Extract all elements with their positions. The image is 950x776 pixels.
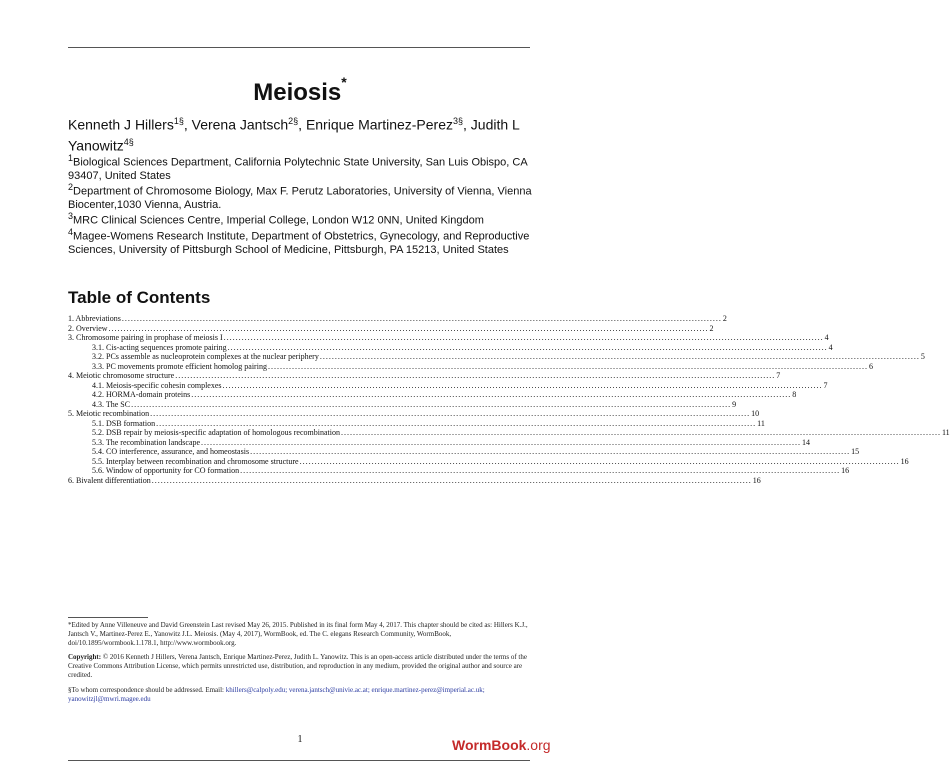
toc-entry-label: 4.1. Meiosis-specific cohesin complexes xyxy=(92,380,222,390)
toc-entry-page: 4 xyxy=(828,342,833,352)
footnote-edited: *Edited by Anne Villeneuve and David Greenstein Last revised May 26, 2015. Published in its final form May 4, 2017. This chapter should be cited as: Hillers K.J., Jantsch V., Martinez-Perez E., Yanowitz J.L. Meiosis. (May 4, 2017), WormBook, ed. The C. elegans Research Community, WormBook, doi/10.1895/wormbook.1.178.1, http://www.wormbook.org. xyxy=(68,621,528,647)
toc-leader-dots: ........................................................................................................................................................................................................ xyxy=(131,399,732,409)
title-footnote-mark: * xyxy=(341,74,347,90)
toc-entry-page: 9 xyxy=(732,399,737,409)
author-list: Kenneth J Hillers$^{1\S}$, Verena Jantsch$^{2\S}$, Enrique Martinez-Perez$^{3\S}$, Judith L Yanowitz$^{4\S}$ xyxy=(68,116,520,154)
toc-entry[interactable] xyxy=(68,323,714,334)
toc-entry-page: 6 xyxy=(868,361,873,371)
toc-entry-label: 4.3. The SC xyxy=(92,399,131,409)
toc-leader-dots: ........................................................................................................................................................................................................ xyxy=(340,428,941,437)
toc-entry-page: 4 xyxy=(824,333,829,342)
toc-entry-label: 5.2. DSB repair by meiosis-specific adaptation of homologous recombination xyxy=(92,428,340,437)
author-4: Judith L Yanowitz xyxy=(68,116,520,154)
footnote-rule xyxy=(68,617,148,618)
toc-leader-dots: ........................................................................................................................................................................................................ xyxy=(175,371,776,380)
toc-entry[interactable] xyxy=(68,380,828,391)
toc-leader-dots: ........................................................................................................................................................................................................ xyxy=(156,418,757,428)
author-1-sup: 1§ xyxy=(173,116,184,126)
toc-entry-page: 16 xyxy=(841,466,850,475)
toc-leader-dots: ........................................................................................................................................................................................................ xyxy=(151,475,752,485)
toc-entry-page: 16 xyxy=(900,456,909,466)
toc-entry-page: 10 xyxy=(751,409,760,418)
toc-entry-label: 3.2. PCs assemble as nucleoprotein complexes at the nuclear periphery xyxy=(92,352,319,361)
toc-entry-page: 7 xyxy=(776,371,781,380)
page-number: 1 xyxy=(297,734,303,745)
top-rule xyxy=(68,47,530,48)
toc-entry[interactable] xyxy=(68,371,781,381)
toc-entry-label: 4. Meiotic chromosome structure xyxy=(68,371,175,380)
wormbook-logo[interactable]: WormBook.org xyxy=(452,737,551,753)
toc-entry-label: 3. Chromosome pairing in prophase of meiosis I xyxy=(68,333,223,342)
author-3-sup: 3§ xyxy=(453,116,464,126)
toc-leader-dots: ........................................................................................................................................................................................................ xyxy=(108,323,709,333)
toc-leader-dots: ........................................................................................................................................................................................................ xyxy=(191,390,792,399)
toc-entry-page: 7 xyxy=(823,380,828,390)
toc-entry-label: 6. Bivalent differentiation xyxy=(68,475,151,485)
toc-entry-label: 4.2. HORMA-domain proteins xyxy=(92,390,191,399)
author-1: Kenneth J Hillers xyxy=(68,116,174,133)
toc-entry[interactable] xyxy=(68,399,737,410)
affiliation-2: $^2$Department of Chromosome Biology, Max F. Perutz Laboratories, University of Vienna, Vienna Biocenter,1030 Vienna, Austria. xyxy=(68,182,532,212)
toc-leader-dots: ........................................................................................................................................................................................................ xyxy=(227,342,828,352)
affiliation-1: $^1$Biological Sciences Department, California Polytechnic State University, San Luis Obispo, CA 93407, United States xyxy=(68,153,528,183)
correspondence-emails-link[interactable]: khillers@calpoly.edu; verena.jantsch@univie.ac.at; enrique.martinez-perez@imperial.ac.uk; yanowitzjl@mwri.magee.edu xyxy=(68,686,485,703)
toc-entry-label: 5.6. Window of opportunity for CO formation xyxy=(92,466,240,475)
toc-entry[interactable] xyxy=(68,314,727,324)
toc-leader-dots: ........................................................................................................................................................................................................ xyxy=(299,456,900,466)
author-4-sup: 4§ xyxy=(123,136,134,147)
toc-entry[interactable] xyxy=(68,409,760,419)
toc-entry[interactable] xyxy=(68,418,765,429)
toc-entry[interactable] xyxy=(68,352,925,362)
toc-entry-label: 3.1. Cis-acting sequences promote pairing xyxy=(92,342,227,352)
table-of-contents xyxy=(68,314,950,485)
author-2-sup: 2§ xyxy=(288,116,299,126)
toc-heading: Table of Contents xyxy=(68,288,211,307)
toc-entry-page: 5 xyxy=(920,352,925,361)
toc-entry[interactable] xyxy=(68,447,860,457)
toc-entry[interactable] xyxy=(68,437,811,448)
toc-entry-page: 2 xyxy=(709,323,714,333)
toc-leader-dots: ........................................................................................................................................................................................................ xyxy=(240,466,841,475)
toc-leader-dots: ........................................................................................................................................................................................................ xyxy=(319,352,920,361)
toc-entry-page: 16 xyxy=(752,475,761,485)
toc-entry-page: 15 xyxy=(851,447,860,456)
toc-leader-dots: ........................................................................................................................................................................................................ xyxy=(222,380,823,390)
toc-entry[interactable] xyxy=(68,342,833,353)
toc-leader-dots: ........................................................................................................................................................................................................ xyxy=(267,361,868,371)
toc-leader-dots: ........................................................................................................................................................................................................ xyxy=(201,437,802,447)
footnote-correspondence: §To whom correspondence should be addressed. Email: khillers@calpoly.edu; verena.jantsch@univie.ac.at; enrique.martinez-perez@imperial.ac.uk; yanowitzjl@mwri.magee.edu xyxy=(68,686,485,703)
toc-entry-label: 3.3. PC movements promote efficient homolog pairing xyxy=(92,361,267,371)
toc-entry[interactable] xyxy=(68,428,950,438)
toc-leader-dots: ........................................................................................................................................................................................................ xyxy=(150,409,751,418)
toc-entry-label: 5. Meiotic recombination xyxy=(68,409,150,418)
toc-entry[interactable] xyxy=(68,456,909,467)
toc-entry[interactable] xyxy=(68,390,797,400)
toc-entry-label: 1. Abbreviations xyxy=(68,314,121,323)
toc-entry[interactable] xyxy=(68,333,829,343)
toc-leader-dots: ........................................................................................................................................................................................................ xyxy=(121,314,722,323)
bottom-rule xyxy=(68,760,530,761)
toc-entry-label: 5.1. DSB formation xyxy=(92,418,156,428)
toc-entry-page: 11 xyxy=(757,418,765,428)
toc-entry-label: 5.3. The recombination landscape xyxy=(92,437,201,447)
author-2: Verena Jantsch xyxy=(191,116,289,133)
affiliation-3: $^3$MRC Clinical Sciences Centre, Imperial College, London W12 0NN, United Kingdom xyxy=(68,211,484,227)
toc-leader-dots: ........................................................................................................................................................................................................ xyxy=(250,447,851,456)
paper-title: Meiosis* xyxy=(253,74,347,106)
toc-entry-label: 2. Overview xyxy=(68,323,108,333)
toc-entry-label: 5.5. Interplay between recombination and chromosome structure xyxy=(92,456,299,466)
toc-entry-page: 8 xyxy=(792,390,797,399)
affiliation-4: $^4$Magee-Womens Research Institute, Department of Obstetrics, Gynecology, and Reproductive Sciences, University of Pittsburgh School of Medicine, Pittsburgh, PA 15213, United States xyxy=(68,227,530,257)
toc-entry[interactable] xyxy=(68,466,850,476)
toc-entry-label: 5.4. CO interference, assurance, and homeostasis xyxy=(92,447,250,456)
toc-leader-dots: ........................................................................................................................................................................................................ xyxy=(223,333,824,342)
toc-entry[interactable] xyxy=(68,361,873,372)
toc-entry-page: 14 xyxy=(802,437,811,447)
toc-entry-page: 11 xyxy=(941,428,950,437)
author-3: Enrique Martinez-Perez xyxy=(305,116,453,133)
toc-entry-page: 2 xyxy=(722,314,727,323)
footnote-copyright: Copyright: © 2016 Kenneth J Hillers, Verena Jantsch, Enrique Martinez-Perez, Judith L. Yanowitz. This is an open-access article distributed under the terms of the Creative Commons Attribution License, which permits unrestricted use, distribution, and reproduction in any medium, provided the original author and source are credited. xyxy=(68,653,527,679)
toc-entry[interactable] xyxy=(68,475,761,486)
